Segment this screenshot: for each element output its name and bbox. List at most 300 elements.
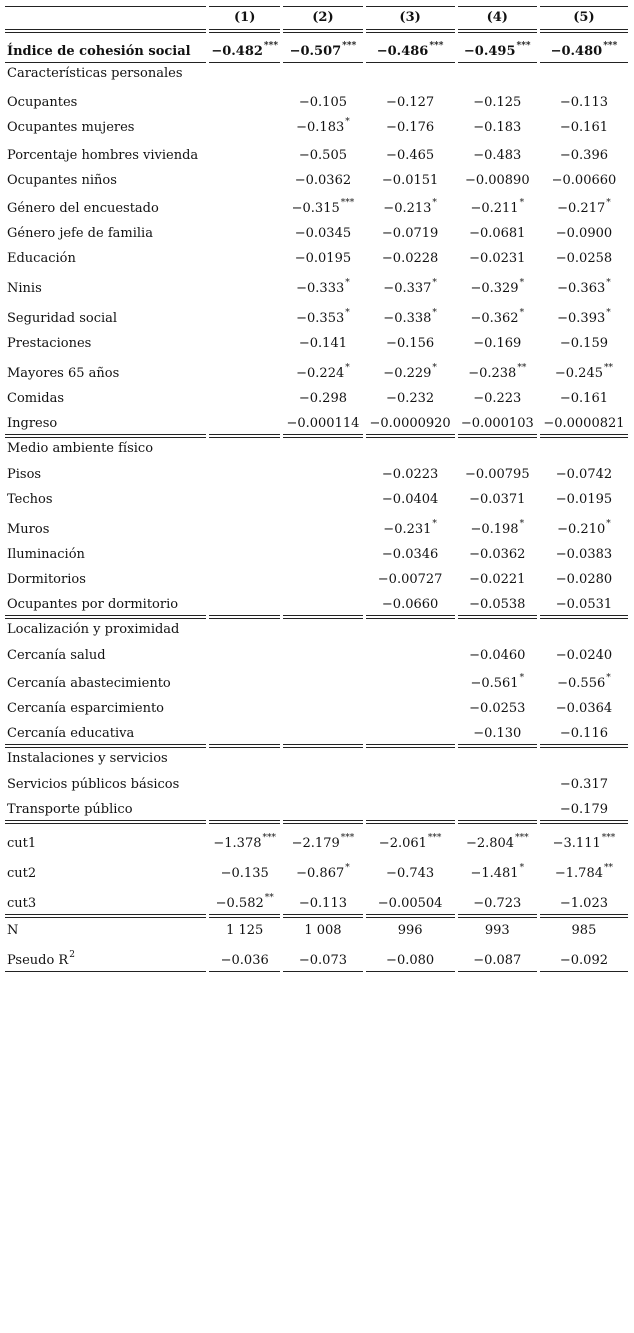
cell-value: −0.337 (383, 281, 432, 296)
row-label: Mayores 65 años (7, 366, 120, 381)
cell-col-2 (283, 664, 362, 666)
cell-col-3 (366, 793, 455, 795)
cell-col-2 (283, 391, 362, 409)
cell-col-2 (283, 38, 362, 62)
significance-stars: *** (429, 41, 444, 51)
cell-col-4 (458, 953, 537, 971)
cell-col-4 (458, 547, 537, 565)
cell-col-5 (540, 305, 628, 329)
table-row (5, 384, 628, 409)
double-rule (5, 29, 628, 33)
cell-value: −0.000114 (286, 416, 360, 431)
cell-col-4 (458, 148, 537, 166)
row-label: Prestaciones (7, 336, 92, 351)
significance-stars: ** (517, 363, 527, 373)
cell-col-4 (458, 416, 537, 434)
table-row (5, 795, 628, 820)
cell-col-5 (540, 860, 628, 884)
cell-value: −0.00727 (377, 572, 443, 587)
row-label: Ocupantes por dormitorio (7, 597, 179, 612)
cell-value: −0.0346 (381, 547, 439, 562)
cut-row (5, 854, 628, 884)
header-row (5, 7, 628, 29)
cell-col-2 (283, 195, 362, 219)
cell-value: −0.0280 (555, 572, 613, 587)
cell-col-3 (366, 923, 455, 941)
rule-segment (458, 29, 537, 33)
cell-col-5 (540, 360, 628, 384)
cell-col-1 (209, 563, 280, 565)
stat-row (5, 941, 628, 971)
significance-stars: *** (603, 41, 618, 51)
rule-segment (283, 744, 362, 748)
cell-value: −2.804 (465, 836, 515, 851)
table-row (5, 244, 628, 269)
cell-value: −0.169 (473, 336, 522, 351)
single-rule (5, 62, 628, 63)
row-label: cut2 (7, 866, 37, 881)
section-title: Características personales (7, 66, 183, 81)
significance-stars: * (519, 519, 525, 529)
cell-col-2 (283, 360, 362, 384)
cell-col-1 (209, 664, 280, 666)
cell-col-2 (283, 563, 362, 565)
significance-stars: ** (264, 893, 274, 903)
rule-segment (366, 744, 455, 748)
cell-col-4 (458, 492, 537, 510)
cell-value: −0.0383 (555, 547, 613, 562)
cell-value: −0.0719 (381, 226, 439, 241)
cell-col-1 (209, 588, 280, 590)
cell-col-2 (283, 508, 362, 510)
rule-segment (209, 820, 280, 824)
cell-col-4 (458, 572, 537, 590)
rule-segment (283, 820, 362, 824)
cell-col-1 (209, 717, 280, 719)
significance-stars: *** (263, 41, 279, 51)
cell-value: −0.159 (559, 336, 608, 351)
cell-col-3 (366, 896, 455, 914)
cell-col-2 (283, 588, 362, 590)
cell-col-3 (366, 120, 455, 138)
cell-value: −0.0195 (555, 492, 613, 507)
cell-value: −0.210 (557, 522, 606, 537)
cell-value: −0.362 (470, 311, 519, 326)
significance-stars: * (345, 863, 350, 873)
rule-segment (540, 6, 628, 7)
cell-value: −0.482 (211, 44, 263, 59)
cell-col-1 (209, 136, 280, 138)
cell-value: −0.198 (470, 522, 519, 537)
cell-value: −0.125 (473, 95, 522, 110)
table-row (5, 666, 628, 694)
cell-col-3 (366, 692, 455, 694)
significance-stars: * (519, 308, 525, 318)
rule-segment (458, 914, 537, 918)
cell-value: −0.495 (463, 44, 516, 59)
cell-col-2 (283, 148, 362, 166)
rule-segment (209, 434, 280, 438)
cell-value: −0.0404 (381, 492, 439, 507)
cell-col-5 (540, 467, 628, 485)
cell-value: −0.217 (557, 201, 606, 216)
significance-stars: * (519, 198, 525, 208)
rule-segment (209, 29, 280, 33)
cell-value: −0.0538 (469, 597, 526, 612)
cell-col-4 (458, 226, 537, 244)
cell-col-4 (458, 173, 537, 191)
cell-col-1 (209, 508, 280, 510)
section-title: Medio ambiente físico (7, 441, 154, 456)
cell-col-5 (540, 173, 628, 191)
cell-value: −0.213 (383, 201, 432, 216)
cell-value: −0.465 (386, 148, 435, 163)
row-label: Cercanía educativa (7, 726, 135, 741)
cell-col-4 (458, 896, 537, 914)
rule-segment (5, 820, 206, 824)
row-label: Cercanía salud (7, 648, 106, 663)
cell-value: −0.0000920 (369, 416, 451, 431)
cell-value: −0.396 (559, 148, 608, 163)
cell-value: −0.00504 (377, 896, 443, 911)
section-heading (5, 63, 628, 85)
cell-value: −0.329 (470, 281, 519, 296)
row-label: Cercanía abastecimiento (7, 676, 171, 691)
rule-segment (366, 29, 455, 33)
cell-value: −0.105 (298, 95, 347, 110)
cell-value: −0.113 (559, 95, 608, 110)
cell-col-4 (458, 275, 537, 299)
cell-col-2 (283, 538, 362, 540)
cell-value: −0.127 (386, 95, 435, 110)
cell-value: −0.183 (473, 120, 522, 135)
cell-value: −0.0258 (555, 251, 613, 266)
cell-col-5 (540, 701, 628, 719)
cell-value: −0.00660 (551, 173, 617, 188)
cell-col-2 (283, 923, 362, 941)
cell-col-5 (540, 95, 628, 113)
row-label: N (7, 923, 19, 938)
cell-value: 996 (397, 923, 423, 938)
cell-col-4 (458, 860, 537, 884)
rule-segment (540, 914, 628, 918)
significance-stars: * (345, 278, 350, 288)
row-label: Pseudo $R^2$ (7, 950, 75, 968)
table-row (5, 329, 628, 354)
cell-value: −0.092 (559, 953, 608, 968)
cell-value: −0.0531 (555, 597, 613, 612)
cell-value: −0.223 (473, 391, 522, 406)
cell-value: −0.0151 (381, 173, 439, 188)
row-label: Muros (7, 522, 50, 537)
cell-value: −0.0345 (294, 226, 352, 241)
regression-table (5, 6, 628, 972)
cell-value: −0.723 (473, 896, 522, 911)
cell-value: −0.130 (473, 726, 522, 741)
rule-segment (5, 62, 206, 63)
cell-col-5 (540, 777, 628, 795)
cell-col-1 (209, 793, 280, 795)
cell-col-2 (283, 251, 362, 269)
cell-col-3 (366, 95, 455, 113)
cell-col-4 (458, 793, 537, 795)
cell-col-1 (209, 953, 280, 971)
rule-segment (5, 434, 206, 438)
section-heading (5, 438, 628, 460)
rule-segment (458, 820, 537, 824)
cell-value: −0.183 (296, 120, 345, 135)
cell-value: −0.480 (550, 44, 603, 59)
significance-stars: * (432, 278, 437, 288)
rule-segment (540, 744, 628, 748)
table-row (5, 409, 628, 434)
cell-col-3 (366, 305, 455, 329)
cell-col-5 (540, 830, 628, 854)
row-label: Ingreso (7, 416, 58, 431)
header-blank (5, 7, 206, 29)
cell-value: −0.0223 (381, 467, 439, 482)
cell-col-4 (458, 648, 537, 666)
cell-value: −0.080 (386, 953, 435, 968)
cell-col-2 (283, 793, 362, 795)
cell-col-5 (540, 195, 628, 219)
cell-value: −0.0253 (469, 701, 526, 716)
cell-col-4 (458, 923, 537, 941)
cut-row (5, 884, 628, 914)
superscript: 2 (69, 950, 75, 960)
cell-col-4 (458, 467, 537, 485)
cell-col-3 (366, 516, 455, 540)
cell-col-5 (540, 572, 628, 590)
column-header: (1) (234, 10, 256, 25)
cell-col-5 (540, 670, 628, 694)
significance-stars: * (606, 278, 611, 288)
table-row (5, 138, 628, 166)
cell-col-3 (366, 467, 455, 485)
cell-col-4 (458, 516, 537, 540)
table-row (5, 694, 628, 719)
double-rule (5, 820, 628, 824)
section-heading (5, 619, 628, 641)
table-row (5, 219, 628, 244)
significance-stars: * (345, 363, 350, 373)
cell-col-5 (540, 120, 628, 138)
cell-value: −0.073 (298, 953, 347, 968)
row-label: Ocupantes (7, 95, 78, 110)
cell-value: −0.867 (296, 866, 345, 881)
row-label: Género del encuestado (7, 201, 159, 216)
table-row (5, 166, 628, 191)
cell-col-5 (540, 726, 628, 744)
cell-col-1 (209, 267, 280, 269)
cell-col-3 (366, 572, 455, 590)
significance-stars: * (345, 117, 350, 127)
cell-col-2 (283, 953, 362, 971)
cell-col-5 (540, 251, 628, 269)
row-label: Techos (7, 492, 53, 507)
cell-value: −0.179 (559, 802, 608, 817)
cell-value: −0.0460 (469, 648, 526, 663)
row-label: cut1 (7, 836, 37, 851)
significance-stars: *** (340, 198, 355, 208)
cell-value: −0.232 (386, 391, 435, 406)
cell-col-5 (540, 492, 628, 510)
table-row (5, 191, 628, 219)
significance-stars: * (432, 308, 437, 318)
cell-col-4 (458, 360, 537, 384)
cell-value: −2.179 (291, 836, 340, 851)
cell-value: −0.556 (557, 676, 606, 691)
rule-segment (366, 820, 455, 824)
cell-value: −0.229 (383, 366, 432, 381)
cell-value: −0.0362 (469, 547, 526, 562)
cell-col-5 (540, 38, 628, 62)
cell-value: −0.161 (559, 120, 608, 135)
cell-col-5 (540, 275, 628, 299)
cell-col-3 (366, 148, 455, 166)
cell-col-2 (283, 275, 362, 299)
significance-stars: * (519, 278, 525, 288)
rule-segment (283, 29, 362, 33)
cell-value: 993 (484, 923, 510, 938)
cell-col-3 (366, 547, 455, 565)
cell-col-5 (540, 648, 628, 666)
cell-value: −1.023 (559, 896, 608, 911)
cell-value: −0.743 (386, 866, 435, 881)
cell-col-1 (209, 297, 280, 299)
cell-value: −0.0900 (555, 226, 613, 241)
significance-stars: *** (262, 833, 276, 843)
main-row (5, 33, 628, 62)
cell-value: −0.505 (298, 148, 347, 163)
cell-col-1 (209, 538, 280, 540)
cell-value: −1.378 (213, 836, 262, 851)
cell-value: −0.161 (559, 391, 608, 406)
cell-col-3 (366, 195, 455, 219)
cell-col-4 (458, 95, 537, 113)
cell-value: −1.481 (470, 866, 519, 881)
cell-value: −0.317 (559, 777, 608, 792)
cell-col-1 (209, 407, 280, 409)
cell-value: −0.00795 (464, 467, 530, 482)
cell-col-5 (540, 547, 628, 565)
table-row (5, 85, 628, 113)
cell-col-1 (209, 692, 280, 694)
cell-col-1 (209, 352, 280, 354)
row-label: Ninis (7, 281, 42, 296)
row-label: Dormitorios (7, 572, 86, 587)
row-label: Pisos (7, 467, 42, 482)
rule-segment (283, 434, 362, 438)
significance-stars: ** (604, 863, 613, 873)
table-row (5, 485, 628, 510)
cell-col-4 (458, 391, 537, 409)
cell-value: −0.0742 (555, 467, 613, 482)
rule-segment (540, 971, 628, 972)
cell-col-2 (283, 717, 362, 719)
cell-col-1 (209, 217, 280, 219)
significance-stars: *** (427, 833, 442, 843)
table-row (5, 510, 628, 540)
section-title: Localización y proximidad (7, 622, 180, 637)
rule-segment (366, 62, 455, 63)
cell-col-3 (366, 391, 455, 409)
cell-value: −0.141 (298, 336, 347, 351)
table-row (5, 269, 628, 299)
cell-col-5 (540, 802, 628, 820)
row-label: Educación (7, 251, 76, 266)
cell-value: −0.0000821 (543, 416, 625, 431)
cell-col-3 (366, 226, 455, 244)
cell-value: −0.156 (386, 336, 435, 351)
rule-segment (458, 744, 537, 748)
rule-segment (458, 615, 537, 619)
rule-segment (5, 971, 206, 972)
section-heading (5, 748, 628, 770)
cell-col-3 (366, 416, 455, 434)
cell-col-2 (283, 305, 362, 329)
cell-value: −0.245 (554, 366, 603, 381)
cell-value: −0.0228 (381, 251, 439, 266)
cell-col-5 (540, 516, 628, 540)
row-label: Comidas (7, 391, 65, 406)
cell-value: −0.0362 (294, 173, 352, 188)
cell-value: −0.0231 (469, 251, 526, 266)
significance-stars: *** (340, 833, 355, 843)
double-rule (5, 434, 628, 438)
cell-value: −0.0371 (469, 492, 526, 507)
cell-col-5 (540, 896, 628, 914)
cell-col-1 (209, 189, 280, 191)
cell-value: −0.0681 (469, 226, 526, 241)
rule-segment (283, 971, 362, 972)
row-label: Cercanía esparcimiento (7, 701, 164, 716)
cell-col-5 (540, 923, 628, 941)
cell-value: −0.116 (559, 726, 608, 741)
table-row (5, 540, 628, 565)
column-header: (3) (399, 10, 421, 25)
cell-col-4 (458, 726, 537, 744)
rule-segment (5, 914, 206, 918)
cell-col-3 (366, 336, 455, 354)
cell-col-4 (458, 195, 537, 219)
rule-segment (540, 615, 628, 619)
cell-col-3 (366, 830, 455, 854)
rule-segment (5, 744, 206, 748)
row-label: Transporte público (7, 802, 133, 817)
cell-value: −0.483 (473, 148, 522, 163)
cell-col-2 (283, 483, 362, 485)
row-label: Iluminación (7, 547, 85, 562)
rule-segment (5, 615, 206, 619)
cell-value: −0.507 (289, 44, 342, 59)
row-label: Porcentaje hombres vivienda (7, 148, 199, 163)
cell-col-1 (209, 923, 280, 941)
cell-value: −0.0240 (555, 648, 613, 663)
cell-col-5 (540, 953, 628, 971)
cell-col-3 (366, 597, 455, 615)
row-label: Género jefe de familia (7, 226, 153, 241)
rule-segment (209, 6, 280, 7)
cell-col-2 (283, 336, 362, 354)
significance-stars: * (606, 519, 611, 529)
rule-segment (209, 615, 280, 619)
cell-value: −0.315 (291, 201, 340, 216)
cell-col-1 (209, 866, 280, 884)
rule-segment (540, 820, 628, 824)
cell-col-2 (283, 95, 362, 113)
cell-col-1 (209, 483, 280, 485)
